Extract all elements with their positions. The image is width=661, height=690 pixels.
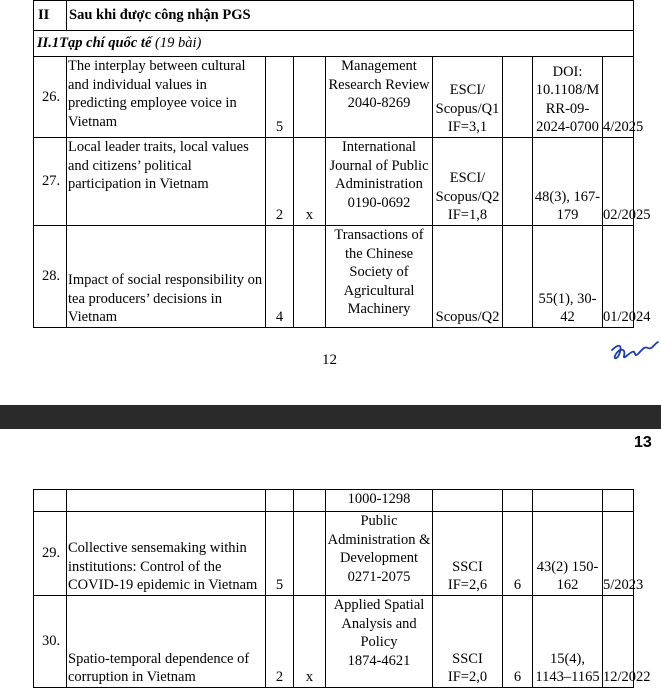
impact-factor: IF=2,6	[447, 577, 488, 594]
page-number: 12	[322, 352, 337, 368]
citation-count	[503, 226, 533, 328]
paper-title: Impact of social responsibility on tea producers’ decisions in Vietnam	[67, 226, 266, 328]
journal-name: International Journal of Public Administration	[329, 139, 429, 193]
volume-pages: 48(3), 167-179	[533, 138, 603, 226]
journal-issn: 1000-1298	[326, 490, 433, 512]
page-13	[0, 429, 661, 690]
subsection-number: II.1	[37, 35, 60, 52]
index-type: ESCI/ Scopus/Q2	[435, 170, 500, 205]
subsection-title: Tạp chí quốc tế	[59, 35, 152, 52]
journal-issn: 1874-4621	[347, 652, 411, 669]
table-row	[34, 57, 634, 138]
author-count: 5	[266, 512, 294, 596]
subsection-header-row	[34, 31, 634, 57]
author-count: 2	[266, 596, 294, 688]
publication-date: 5/2023	[603, 512, 634, 596]
main-author-mark	[294, 57, 326, 138]
index-cell	[433, 512, 503, 596]
journal-name: Transactions of the Chinese Society of Agricultural Machinery	[334, 227, 424, 318]
row-number: 27.	[34, 138, 67, 226]
main-author-mark: x	[294, 138, 326, 226]
volume-pages: DOI: 10.1108/M RR-09-2024-0700	[533, 57, 603, 138]
table-row	[34, 226, 634, 328]
carryover-row	[34, 490, 634, 512]
paper-title: Local leader traits, local values and citizens’ political participation in Vietnam	[67, 138, 266, 226]
paper-title: Spatio-temporal dependence of corruption in Vietnam	[67, 596, 266, 688]
index-cell	[433, 138, 503, 226]
citation-count	[503, 138, 533, 226]
index-type: SSCI	[452, 558, 483, 575]
main-author-mark	[294, 226, 326, 328]
main-author-mark: x	[294, 596, 326, 688]
citation-count	[503, 57, 533, 138]
row-number: 26.	[34, 57, 67, 138]
volume-pages: 55(1), 30-42	[533, 226, 603, 328]
journal-name: Public Administration & Development	[327, 513, 431, 567]
table-row	[34, 138, 634, 226]
journal-name: Applied Spatial Analysis and Policy	[333, 597, 425, 651]
journal-name: Management Research Review	[328, 58, 430, 93]
citation-count: 6	[503, 512, 533, 596]
row-number: 29.	[34, 512, 67, 596]
citation-count: 6	[503, 596, 533, 688]
publication-date: 01/2024	[603, 226, 634, 328]
main-author-mark	[294, 512, 326, 596]
page-divider	[0, 405, 661, 429]
row-number: 30.	[34, 596, 67, 688]
table-row	[34, 596, 634, 688]
publication-date: 12/2022	[603, 596, 634, 688]
publication-date: 02/2025	[603, 138, 634, 226]
table-row	[34, 512, 634, 596]
publications-table-page-13	[33, 489, 651, 688]
journal-cell	[326, 596, 433, 688]
author-count: 2	[266, 138, 294, 226]
impact-factor: IF=2,0	[447, 669, 488, 686]
journal-issn: 0271-2075	[347, 568, 411, 585]
journal-cell	[326, 138, 433, 226]
section-header-row	[34, 1, 634, 31]
impact-factor: IF=3,1	[447, 119, 488, 136]
journal-issn: 0190-0692	[347, 194, 411, 211]
section-number: II	[34, 1, 67, 31]
index-type: SSCI	[452, 650, 483, 667]
journal-cell	[326, 512, 433, 596]
publications-table-page-12	[33, 0, 651, 328]
index-cell	[433, 596, 503, 688]
section-title: Sau khi được công nhận PGS	[67, 1, 634, 31]
row-number: 28.	[34, 226, 67, 328]
page-number: 13	[634, 434, 652, 451]
volume-pages: 15(4), 1143–1165	[533, 596, 603, 688]
journal-issn: 2040-8269	[347, 95, 411, 112]
paper-title: The interplay between cultural and individual values in predicting employee voice in Vietnam	[67, 57, 266, 138]
journal-cell	[326, 57, 433, 138]
author-count: 4	[266, 226, 294, 328]
index-cell	[433, 57, 503, 138]
journal-cell	[326, 226, 433, 328]
subsection-count: (19 bài)	[155, 35, 202, 52]
impact-factor: IF=1,8	[447, 207, 488, 224]
index-type: Scopus/Q2	[433, 226, 503, 328]
signature-mark	[608, 336, 660, 366]
author-count: 5	[266, 57, 294, 138]
index-type: ESCI/ Scopus/Q1	[435, 82, 500, 117]
publication-date: 4/2025	[603, 57, 634, 138]
volume-pages: 43(2) 150-162	[533, 512, 603, 596]
paper-title: Collective sensemaking within institutions: Control of the COVID-19 epidemic in Vietnam	[67, 512, 266, 596]
